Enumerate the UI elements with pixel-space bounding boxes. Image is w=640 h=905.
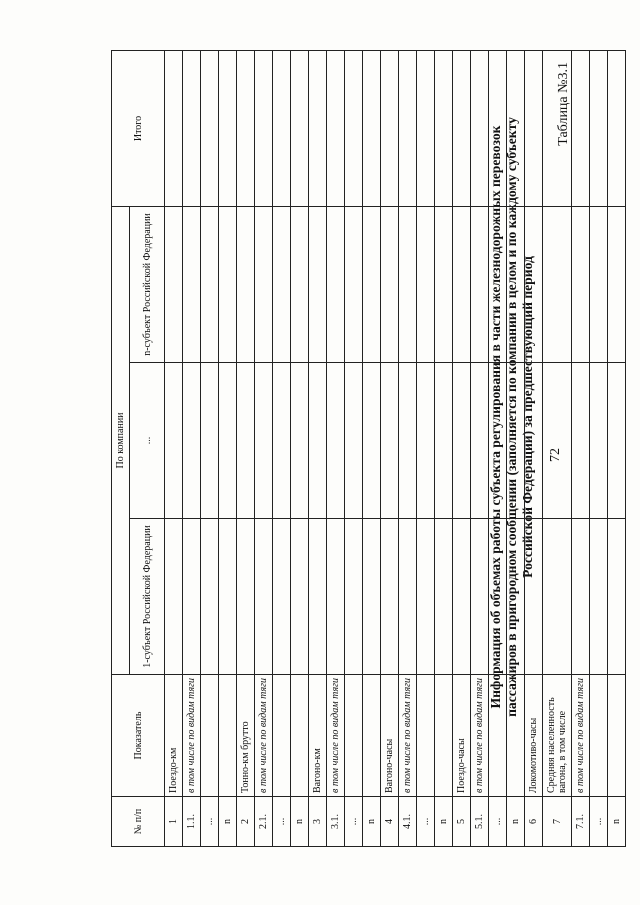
value-cell <box>309 363 327 519</box>
row-indicator <box>590 675 608 797</box>
table-row <box>291 51 309 847</box>
table-row <box>327 51 345 847</box>
value-cell <box>327 51 345 207</box>
row-indicator: Поездо-км <box>165 675 183 797</box>
value-cell <box>345 207 363 363</box>
table-row <box>255 51 273 847</box>
value-cell <box>471 207 489 363</box>
value-cell <box>399 51 417 207</box>
value-cell <box>255 207 273 363</box>
value-cell <box>165 51 183 207</box>
header-num: № п/п <box>112 797 165 847</box>
row-number: ... <box>345 797 363 847</box>
value-cell <box>237 363 255 519</box>
header-subject-1: 1-субъект Российской Федерации <box>130 519 165 675</box>
value-cell <box>273 207 291 363</box>
row-indicator: в том числе по видам тяги <box>255 675 273 797</box>
value-cell <box>543 51 572 207</box>
value-cell <box>363 51 381 207</box>
value-cell <box>543 207 572 363</box>
value-cell <box>489 363 507 519</box>
value-cell <box>309 51 327 207</box>
table-row <box>453 51 471 847</box>
row-indicator: Вагоно-часы <box>381 675 399 797</box>
value-cell <box>381 363 399 519</box>
value-cell <box>399 519 417 675</box>
value-cell <box>219 519 237 675</box>
row-number: 2 <box>237 797 255 847</box>
header-row-1 <box>112 51 130 847</box>
row-number: 4 <box>381 797 399 847</box>
value-cell <box>381 207 399 363</box>
row-indicator <box>363 675 381 797</box>
row-number: n <box>608 797 626 847</box>
header-subject-n: n-субъект Российской Федерации <box>130 207 165 363</box>
value-cell <box>291 207 309 363</box>
value-cell <box>525 519 543 675</box>
row-indicator: Средняя населенность вагона, в том числе <box>543 675 572 797</box>
value-cell <box>590 363 608 519</box>
table-row <box>399 51 417 847</box>
value-cell <box>309 207 327 363</box>
row-indicator: в том числе по видам тяги <box>572 675 590 797</box>
value-cell <box>417 207 435 363</box>
value-cell <box>255 51 273 207</box>
value-cell <box>201 51 219 207</box>
table-row <box>608 51 626 847</box>
value-cell <box>183 51 201 207</box>
row-number: 2.1. <box>255 797 273 847</box>
row-number: 1.1. <box>183 797 201 847</box>
value-cell <box>572 363 590 519</box>
value-cell <box>291 51 309 207</box>
table-caption: Таблица №3.1 <box>556 62 571 146</box>
header-by-company: По компании <box>112 207 130 675</box>
value-cell <box>399 363 417 519</box>
row-indicator <box>489 675 507 797</box>
row-indicator <box>507 675 525 797</box>
document-title: Информация об объемах работы субъекта регулирования в части железнодорожных перевозок пассажиров в пригородном сообщении (заполняется по компании в целом и по каждому субъекту Российской Федерации) за предшествующий период <box>488 117 536 717</box>
value-cell <box>525 207 543 363</box>
value-cell <box>435 519 453 675</box>
table-row <box>507 51 525 847</box>
table-row <box>219 51 237 847</box>
header-total: Итого <box>112 51 165 207</box>
value-cell <box>590 207 608 363</box>
value-cell <box>219 207 237 363</box>
value-cell <box>237 207 255 363</box>
row-number: n <box>363 797 381 847</box>
value-cell <box>489 519 507 675</box>
value-cell <box>453 519 471 675</box>
row-number: ... <box>489 797 507 847</box>
value-cell <box>417 519 435 675</box>
table-row <box>471 51 489 847</box>
table-row <box>165 51 183 847</box>
table-row <box>363 51 381 847</box>
value-cell <box>201 519 219 675</box>
data-table <box>111 50 626 847</box>
value-cell <box>183 519 201 675</box>
value-cell <box>201 363 219 519</box>
row-number: 3.1. <box>327 797 345 847</box>
value-cell <box>572 51 590 207</box>
value-cell <box>219 363 237 519</box>
value-cell <box>525 363 543 519</box>
row-number: 4.1. <box>399 797 417 847</box>
value-cell <box>453 51 471 207</box>
table-row <box>590 51 608 847</box>
value-cell <box>165 363 183 519</box>
table-row <box>543 51 572 847</box>
value-cell <box>453 207 471 363</box>
row-indicator: в том числе по видам тяги <box>399 675 417 797</box>
table-row <box>572 51 590 847</box>
value-cell <box>327 519 345 675</box>
value-cell <box>608 51 626 207</box>
value-cell <box>543 363 572 519</box>
row-number: 6 <box>525 797 543 847</box>
value-cell <box>471 51 489 207</box>
row-indicator <box>417 675 435 797</box>
value-cell <box>255 363 273 519</box>
row-number: 7 <box>543 797 572 847</box>
value-cell <box>363 519 381 675</box>
row-number: ... <box>273 797 291 847</box>
value-cell <box>345 51 363 207</box>
value-cell <box>327 363 345 519</box>
table-row <box>273 51 291 847</box>
row-indicator <box>273 675 291 797</box>
value-cell <box>590 519 608 675</box>
value-cell <box>435 363 453 519</box>
row-indicator: в том числе по видам тяги <box>471 675 489 797</box>
value-cell <box>572 207 590 363</box>
value-cell <box>327 207 345 363</box>
value-cell <box>572 519 590 675</box>
table-row <box>435 51 453 847</box>
value-cell <box>165 207 183 363</box>
row-indicator <box>608 675 626 797</box>
row-indicator <box>201 675 219 797</box>
value-cell <box>273 51 291 207</box>
value-cell <box>471 519 489 675</box>
table-row <box>201 51 219 847</box>
row-indicator: Тонно-км брутто <box>237 675 255 797</box>
value-cell <box>590 51 608 207</box>
value-cell <box>219 51 237 207</box>
value-cell <box>471 363 489 519</box>
value-cell <box>381 51 399 207</box>
page-number: 72 <box>548 448 563 462</box>
value-cell <box>608 519 626 675</box>
rotated-content <box>20 27 620 877</box>
row-number: n <box>291 797 309 847</box>
row-indicator <box>219 675 237 797</box>
table-row <box>237 51 255 847</box>
value-cell <box>183 363 201 519</box>
header-ellipsis: ... <box>130 363 165 519</box>
value-cell <box>291 519 309 675</box>
row-indicator: Поездо-часы <box>453 675 471 797</box>
row-number: 5 <box>453 797 471 847</box>
value-cell <box>453 363 471 519</box>
value-cell <box>273 363 291 519</box>
value-cell <box>363 207 381 363</box>
row-number: n <box>219 797 237 847</box>
value-cell <box>201 207 219 363</box>
value-cell <box>309 519 327 675</box>
value-cell <box>543 519 572 675</box>
value-cell <box>507 363 525 519</box>
value-cell <box>525 51 543 207</box>
value-cell <box>435 51 453 207</box>
row-number: ... <box>201 797 219 847</box>
value-cell <box>507 51 525 207</box>
value-cell <box>608 207 626 363</box>
table-row <box>381 51 399 847</box>
table-row <box>417 51 435 847</box>
row-indicator: Локомотиво-часы <box>525 675 543 797</box>
row-number: n <box>507 797 525 847</box>
row-indicator: в том числе по видам тяги <box>327 675 345 797</box>
value-cell <box>345 363 363 519</box>
row-number: 1 <box>165 797 183 847</box>
value-cell <box>417 363 435 519</box>
value-cell <box>345 519 363 675</box>
value-cell <box>507 519 525 675</box>
table-row <box>183 51 201 847</box>
value-cell <box>435 207 453 363</box>
value-cell <box>608 363 626 519</box>
row-number: 5.1. <box>471 797 489 847</box>
table-row <box>525 51 543 847</box>
value-cell <box>237 51 255 207</box>
value-cell <box>255 519 273 675</box>
table-row <box>345 51 363 847</box>
value-cell <box>237 519 255 675</box>
header-indicator: Показатель <box>112 675 165 797</box>
value-cell <box>291 363 309 519</box>
value-cell <box>381 519 399 675</box>
row-indicator <box>345 675 363 797</box>
value-cell <box>417 51 435 207</box>
row-number: 3 <box>309 797 327 847</box>
table-row <box>489 51 507 847</box>
value-cell <box>399 207 417 363</box>
value-cell <box>165 519 183 675</box>
value-cell <box>363 363 381 519</box>
value-cell <box>183 207 201 363</box>
value-cell <box>489 207 507 363</box>
value-cell <box>489 51 507 207</box>
value-cell <box>273 519 291 675</box>
row-indicator: Вагоно-км <box>309 675 327 797</box>
row-indicator <box>435 675 453 797</box>
value-cell <box>507 207 525 363</box>
row-number: n <box>435 797 453 847</box>
row-number: 7.1. <box>572 797 590 847</box>
row-indicator <box>291 675 309 797</box>
table-row <box>309 51 327 847</box>
row-number: ... <box>417 797 435 847</box>
row-number: ... <box>590 797 608 847</box>
row-indicator: в том числе по видам тяги <box>183 675 201 797</box>
